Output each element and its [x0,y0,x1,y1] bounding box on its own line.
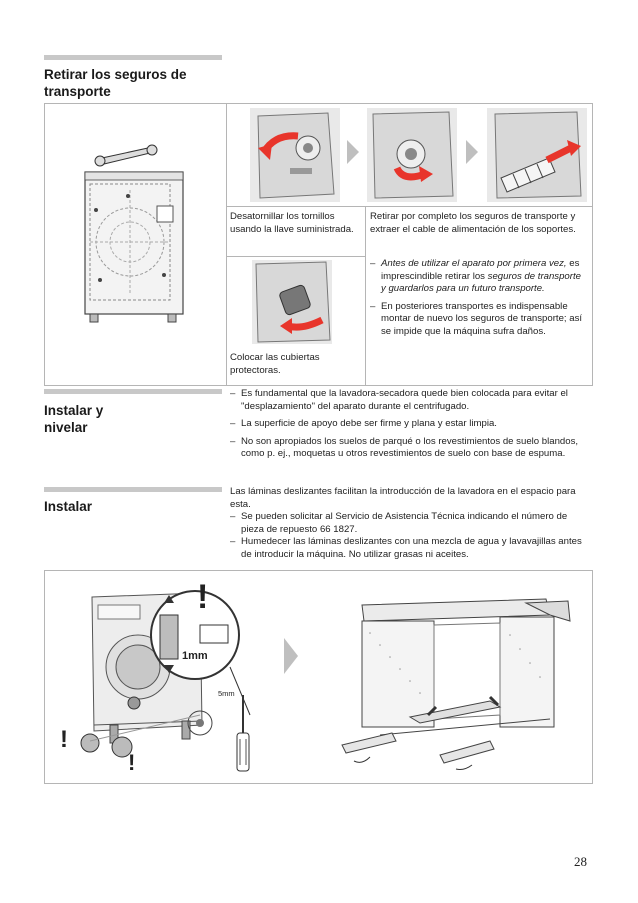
note-text: Antes de utilizar el aparato por primera vez, [381,258,567,269]
note-text: seguros de transporte y guardarlos para un futuro transporte. [381,270,581,295]
level-instructions [230,388,590,461]
list-item: – Humedecer las láminas deslizantes con una mezcla de agua y lavavajillas antes de introducir la máquina. No utilizar grasas ni aceites. [230,536,592,561]
section-title-transport [44,66,187,100]
list-item: – Es fundamental que la lavadora-secadora quede bien colocada para evitar el "desplazamiento" del aparato durante el centrifugado. [230,388,590,413]
step-pull-out-illustration [487,108,587,202]
warning-mark: ! [128,750,136,775]
note-item: – En posteriores transportes es indispensable montar de nuevo los seguros de transporte; así se impide que la máquina sufra daños. [370,301,588,339]
slide-sheets-illustration [340,585,590,780]
cell-remove-locks: Retirar por completo los seguros de transporte y extraer el cable de alimentación de los soportes. [370,211,576,235]
note-item [370,258,588,296]
section-title-install: Instalar [44,499,93,514]
install-instructions [230,486,592,562]
step-remove-illustration [367,108,457,202]
transport-notes [370,258,588,339]
section-divider [44,487,222,492]
step-unscrew-illustration [250,108,340,202]
title-line: Instalar y [44,403,104,418]
warning-mark: ! [60,726,68,753]
list-item: – No son apropiados los suelos de parqué o los revestimientos de suelo blandos, como p. ej., moquetas u otros revestimientos de suelo con base de espuma. [230,436,590,461]
warning-mark: ! [197,578,209,616]
section-title-level [44,402,103,436]
cell-unscrew: Desatornillar los tornillos usando la llave suministrada. [230,211,354,235]
screwdriver-icon [228,695,258,775]
section-divider [44,55,222,60]
note-text: es imprescindible retirar los [381,258,580,282]
list-item: – Se pueden solicitar al Servicio de Asistencia Técnica indicando el número de pieza de repuesto 66 1827. [230,511,592,536]
cell-protective-covers: Colocar las cubiertas protectoras. [230,352,320,376]
title-line: nivelar [44,420,88,435]
step-arrow-icon [347,140,359,164]
title-line: transporte [44,84,111,99]
title-line: Retirar los seguros de [44,67,187,82]
protective-cover-illustration [252,260,332,344]
washer-back-illustration [80,140,190,330]
step-arrow-icon [284,638,298,674]
list-item: – La superficie de apoyo debe ser firme y plana y estar limpia. [230,418,590,431]
gap-label-1mm: 1mm [182,650,208,662]
intro-text: Las láminas deslizantes facilitan la introducción de la lavadora en el espacio para esta. [230,486,576,510]
page-number: 28 [574,854,587,869]
gap-label-5mm: 5mm [218,689,235,698]
section-divider [44,389,222,394]
step-arrow-icon [466,140,478,164]
